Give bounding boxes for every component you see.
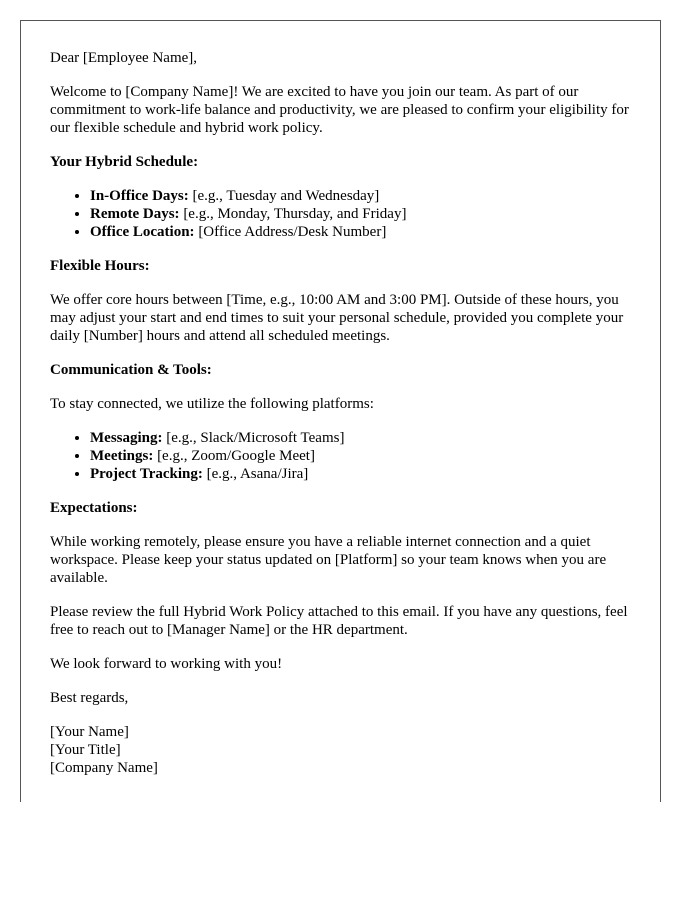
list-item: [90, 205, 640, 223]
list-item-value: [e.g., Tuesday and Wednesday]: [188, 188, 380, 204]
communication-heading: Communication & Tools:: [50, 362, 212, 378]
schedule-heading: Your Hybrid Schedule:: [50, 154, 199, 170]
closing-line: We look forward to working with you!: [50, 656, 283, 672]
list-item-value: [e.g., Zoom/Google Meet]: [153, 448, 315, 464]
list-item-label: Project Tracking:: [90, 466, 203, 482]
flexible-hours-paragraph: We offer core hours between [Time, e.g., 10:00 AM and 3:00 PM]. Outside of these hours, you may adjust your start and end times to suit your personal schedule, provided you complete your daily [Number] hours and attend all scheduled meetings.: [50, 292, 624, 344]
list-item: [90, 447, 640, 465]
list-item: [90, 187, 640, 205]
intro-paragraph: Welcome to [Company Name]! We are excited to have you join our team. As part of our commitment to work-life balance and productivity, we are pleased to confirm your eligibility for our flexible schedule and hybrid work policy.: [50, 84, 629, 136]
signature-company: [Company Name]: [50, 760, 158, 776]
expectations-paragraph: While working remotely, please ensure you have a reliable internet connection and a quiet workspace. Please keep your status updated on [Platform] so your team knows when you are available.: [50, 534, 607, 586]
letter-page: [20, 20, 661, 802]
sign-off: Best regards,: [50, 690, 129, 706]
tools-list: [50, 429, 640, 483]
signature-name: [Your Name]: [50, 724, 129, 740]
list-item: [90, 465, 640, 483]
list-item-label: Office Location:: [90, 224, 195, 240]
greeting: Dear [Employee Name],: [50, 50, 198, 66]
list-item: [90, 429, 640, 447]
list-item-value: [e.g., Asana/Jira]: [202, 466, 309, 482]
letter-body: [50, 49, 640, 777]
flexible-hours-heading: Flexible Hours:: [50, 258, 150, 274]
list-item-label: In-Office Days:: [90, 188, 189, 204]
list-item: [90, 223, 640, 241]
list-item-label: Messaging:: [90, 430, 163, 446]
list-item-label: Remote Days:: [90, 206, 180, 222]
signature-block: [50, 723, 640, 777]
list-item-value: [Office Address/Desk Number]: [194, 224, 387, 240]
review-paragraph: Please review the full Hybrid Work Policy attached to this email. If you have any questions, feel free to reach out to [Manager Name] or the HR department.: [50, 604, 628, 638]
schedule-list: [50, 187, 640, 241]
list-item-value: [e.g., Slack/Microsoft Teams]: [162, 430, 345, 446]
list-item-label: Meetings:: [90, 448, 154, 464]
expectations-heading: Expectations:: [50, 500, 138, 516]
communication-intro: To stay connected, we utilize the following platforms:: [50, 396, 374, 412]
list-item-value: [e.g., Monday, Thursday, and Friday]: [179, 206, 407, 222]
signature-title: [Your Title]: [50, 742, 121, 758]
